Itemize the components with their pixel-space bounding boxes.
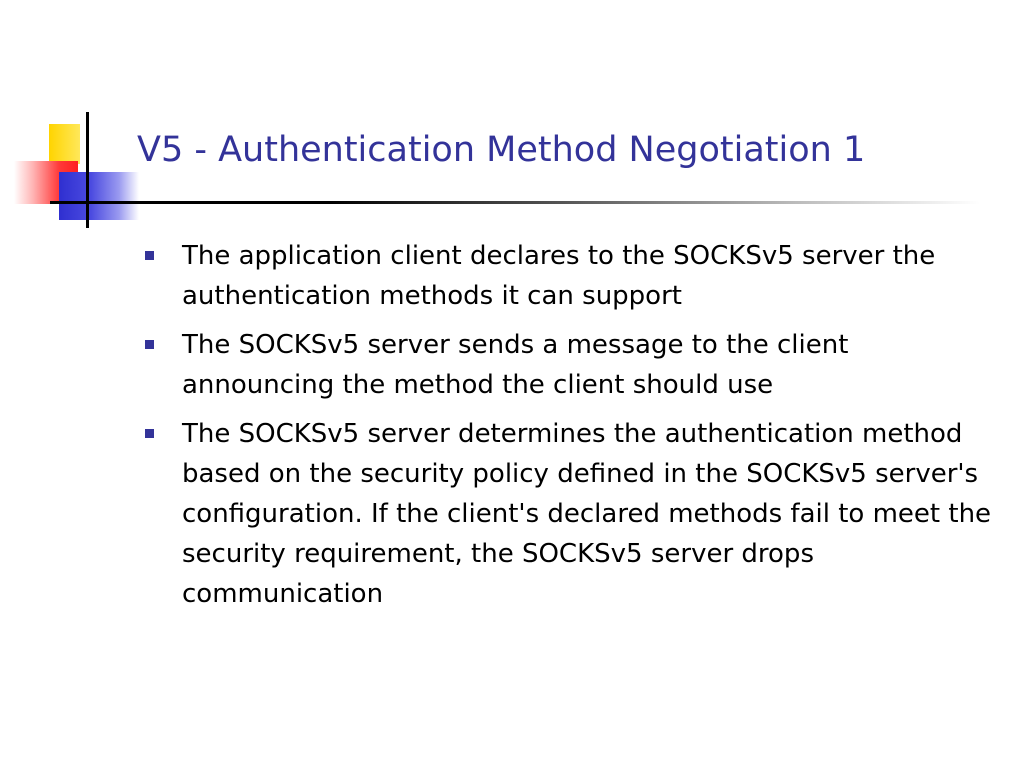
bullet-item bbox=[145, 325, 1005, 405]
logo-yellow-square bbox=[49, 124, 80, 164]
bullet-item bbox=[145, 236, 1005, 316]
logo-vertical-line bbox=[86, 112, 89, 228]
logo-blue-square bbox=[59, 172, 139, 220]
bullet-item bbox=[145, 414, 1005, 614]
bullet-text: The SOCKSv5 server sends a message to the client announcing the method the client should use bbox=[182, 330, 849, 400]
square-bullet-icon bbox=[145, 429, 154, 438]
title-underline-divider bbox=[50, 201, 980, 204]
bullet-list bbox=[145, 236, 1005, 623]
slide-title: V5 - Authentication Method Negotiation 1 bbox=[137, 130, 866, 170]
bullet-text: The application client declares to the SOCKSv5 server the authentication methods it can support bbox=[182, 241, 936, 311]
square-bullet-icon bbox=[145, 251, 154, 260]
colored-squares-cross-icon bbox=[0, 0, 150, 240]
square-bullet-icon bbox=[145, 340, 154, 349]
bullet-text: The SOCKSv5 server determines the authentication method based on the security policy defined in the SOCKSv5 server's configuration. If the client's declared methods fail to meet the security requirement, the SOCKSv5 server drops communication bbox=[182, 419, 992, 609]
